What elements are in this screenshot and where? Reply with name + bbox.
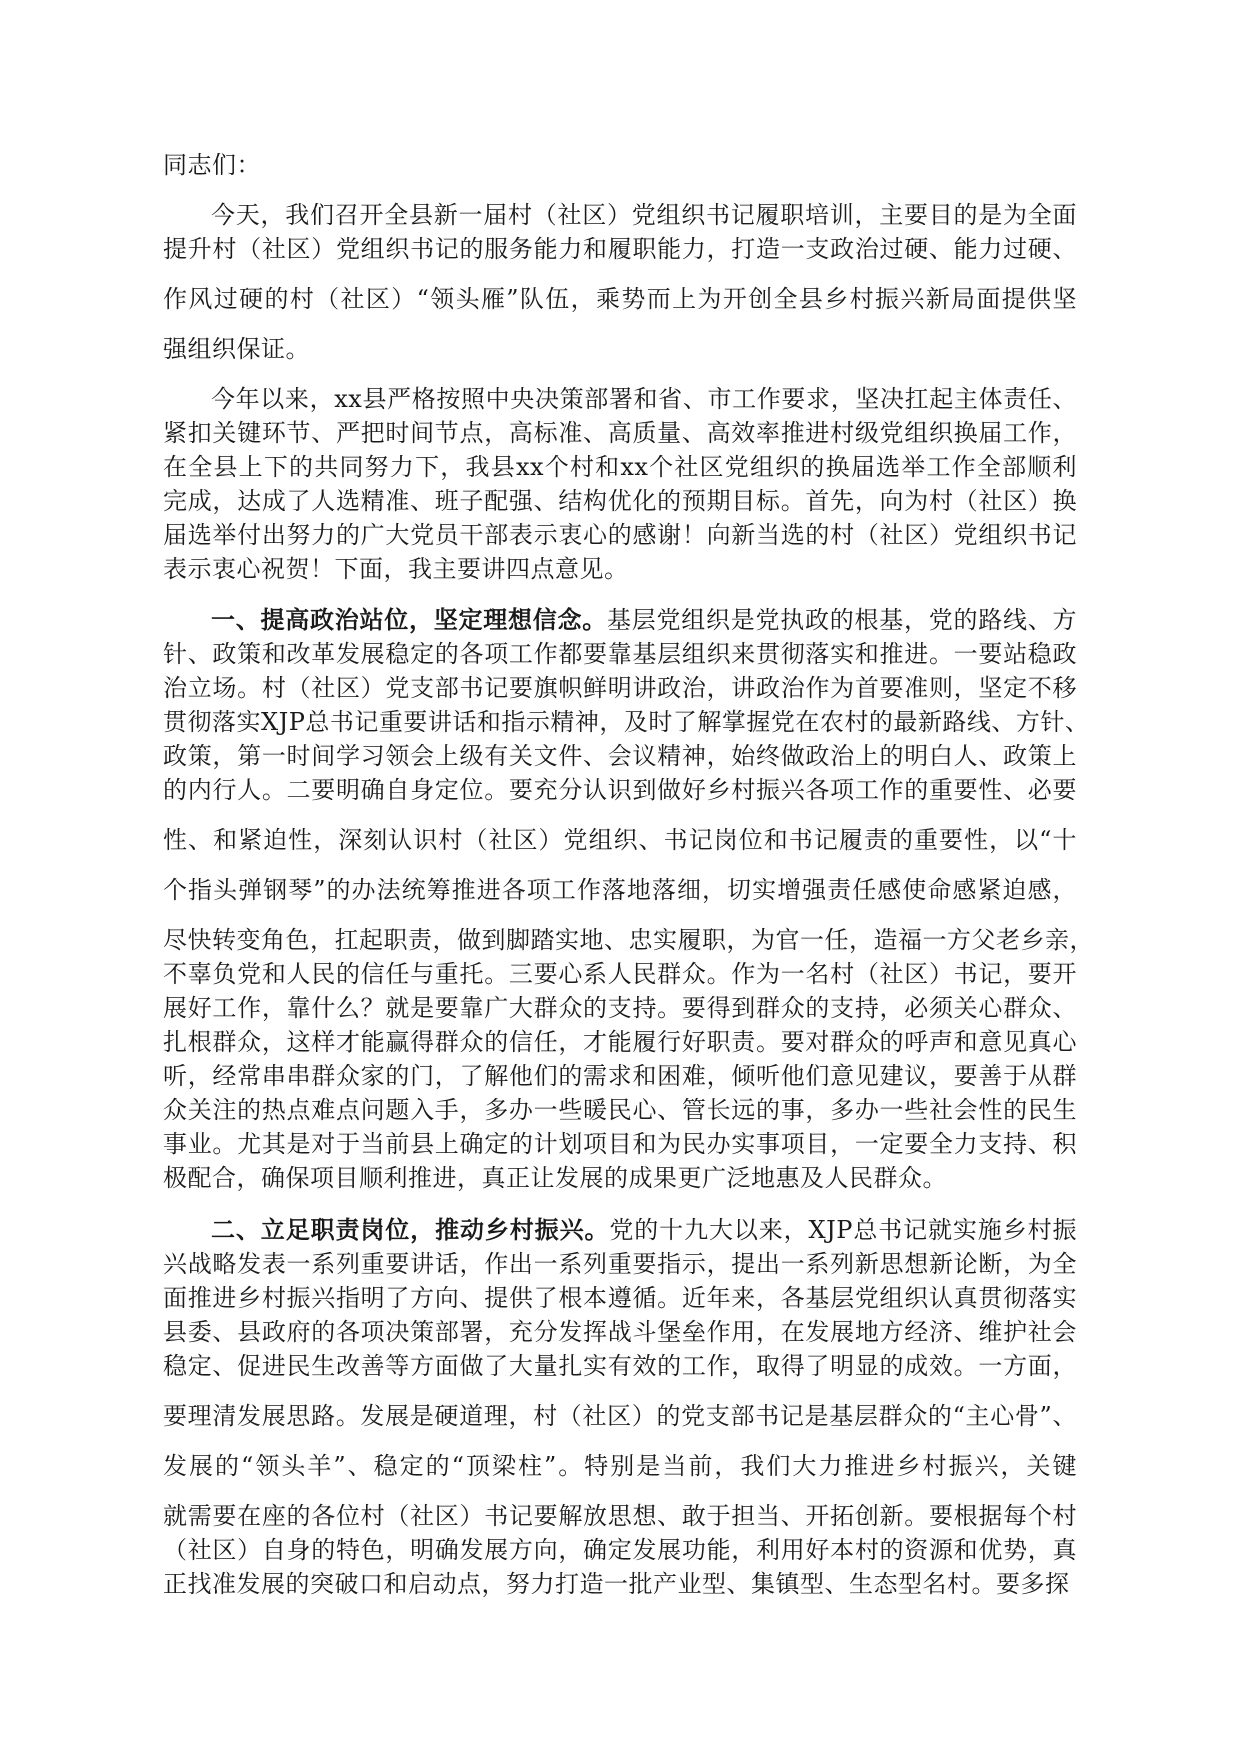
paragraph-text: 基层党组织是党执政的根基，党的路线、方 bbox=[607, 606, 1077, 634]
paragraph-2-line: 紧扣关键环节、严把时间节点，高标准、高质量、高效率推进村级党组织换届工作， bbox=[163, 419, 1077, 447]
paragraph-4-line: 面推进乡村振兴指明了方向、提供了根本遵循。近年来，各基层党组织认真贯彻落实 bbox=[163, 1284, 1077, 1312]
paragraph-1-line: 作风过硬的村（社区）“领头雁”队伍，乘势而上为开创全县乡村振兴新局面提供坚 bbox=[163, 285, 1077, 313]
paragraph-4-line: 要理清发展思路。发展是硬道理，村（社区）的党支部书记是基层群众的“主心骨”、 bbox=[163, 1402, 1077, 1430]
section-heading: 二、立足职责岗位，推动乡村振兴。 bbox=[211, 1215, 610, 1244]
paragraph-4-line: 兴战略发表一系列重要讲话，作出一系列重要指示，提出一系列新思想新论断，为全 bbox=[163, 1250, 1077, 1278]
paragraph-3-line: 展好工作，靠什么？就是要靠广大群众的支持。要得到群众的支持，必须关心群众、 bbox=[163, 994, 1077, 1022]
paragraph-3-line: 听，经常串串群众家的门，了解他们的需求和困难，倾听他们意见建议，要善于从群 bbox=[163, 1062, 1077, 1090]
paragraph-3-line bbox=[211, 603, 1077, 637]
paragraph-4-line: 发展的“领头羊”、稳定的“顶梁柱”。特别是当前，我们大力推进乡村振兴，关键 bbox=[163, 1452, 1077, 1480]
paragraph-1-line: 强组织保证。 bbox=[163, 335, 310, 363]
paragraph-2-line: 在全县上下的共同努力下，我县xx个村和xx个社区党组织的换届选举工作全部顺利 bbox=[163, 453, 1077, 481]
paragraph-4-line: 正找准发展的突破口和启动点，努力打造一批产业型、集镇型、生态型名村。要多探 bbox=[163, 1570, 1070, 1598]
paragraph-4-line bbox=[211, 1213, 1077, 1247]
paragraph-3-line: 政策，第一时间学习领会上级有关文件、会议精神，始终做政治上的明白人、政策上 bbox=[163, 742, 1077, 770]
paragraph-2-line: 今年以来，xx县严格按照中央决策部署和省、市工作要求，坚决扛起主体责任、 bbox=[211, 385, 1077, 413]
paragraph-3-line: 尽快转变角色，扛起职责，做到脚踏实地、忠实履职，为官一任，造福一方父老乡亲， bbox=[163, 926, 1094, 954]
paragraph-2-line: 表示衷心祝贺！下面，我主要讲四点意见。 bbox=[163, 555, 629, 583]
paragraph-4-line: 就需要在座的各位村（社区）书记要解放思想、敢于担当、开拓创新。要根据每个村 bbox=[163, 1502, 1077, 1530]
paragraph-3-line: 扎根群众，这样才能赢得群众的信任，才能履行好职责。要对群众的呼声和意见真心 bbox=[163, 1028, 1077, 1056]
paragraph-3-line: 不辜负党和人民的信任与重托。三要心系人民群众。作为一名村（社区）书记，要开 bbox=[163, 960, 1077, 988]
paragraph-1-line: 提升村（社区）党组织书记的服务能力和履职能力，打造一支政治过硬、能力过硬、 bbox=[163, 235, 1077, 263]
paragraph-3-line: 针、政策和改革发展稳定的各项工作都要靠基层组织来贯彻落实和推进。一要站稳政 bbox=[163, 640, 1077, 668]
section-heading: 一、提高政治站位，坚定理想信念。 bbox=[211, 605, 607, 634]
paragraph-3-line: 贯彻落实XJP总书记重要讲话和指示精神，及时了解掌握党在农村的最新路线、方针、 bbox=[163, 708, 1090, 736]
paragraph-3-line: 众关注的热点难点问题入手，多办一些暖民心、管长远的事，多办一些社会性的民生 bbox=[163, 1096, 1077, 1124]
paragraph-3-line: 个指头弹钢琴”的办法统筹推进各项工作落地落细，切实增强责任感使命感紧迫感， bbox=[163, 876, 1077, 904]
paragraph-4-line: （社区）自身的特色，明确发展方向，确定发展功能，利用好本村的资源和优势，真 bbox=[163, 1536, 1077, 1564]
paragraph-2-line: 届选举付出努力的广大党员干部表示衷心的感谢！向新当选的村（社区）党组织书记 bbox=[163, 521, 1077, 549]
salutation: 同志们： bbox=[163, 151, 261, 179]
paragraph-text: 党的十九大以来，XJP总书记就实施乡村振 bbox=[609, 1216, 1077, 1244]
paragraph-3-line: 极配合，确保项目顺利推进，真正让发展的成果更广泛地惠及人民群众。 bbox=[163, 1164, 947, 1192]
paragraph-4-line: 稳定、促进民生改善等方面做了大量扎实有效的工作，取得了明显的成效。一方面， bbox=[163, 1352, 1077, 1380]
paragraph-3-line: 的内行人。二要明确自身定位。要充分认识到做好乡村振兴各项工作的重要性、必要 bbox=[163, 776, 1077, 804]
paragraph-4-line: 县委、县政府的各项决策部署，充分发挥战斗堡垒作用，在发展地方经济、维护社会 bbox=[163, 1318, 1077, 1346]
paragraph-3-line: 事业。尤其是对于当前县上确定的计划项目和为民办实事项目，一定要全力支持、积 bbox=[163, 1130, 1077, 1158]
paragraph-1-line: 今天，我们召开全县新一届村（社区）党组织书记履职培训，主要目的是为全面 bbox=[211, 201, 1077, 229]
paragraph-2-line: 完成，达成了人选精准、班子配强、结构优化的预期目标。首先，向为村（社区）换 bbox=[163, 487, 1077, 515]
paragraph-3-line: 性、和紧迫性，深刻认识村（社区）党组织、书记岗位和书记履责的重要性，以“十 bbox=[163, 826, 1077, 854]
paragraph-3-line: 治立场。村（社区）党支部书记要旗帜鲜明讲政治，讲政治作为首要准则，坚定不移 bbox=[163, 674, 1077, 702]
